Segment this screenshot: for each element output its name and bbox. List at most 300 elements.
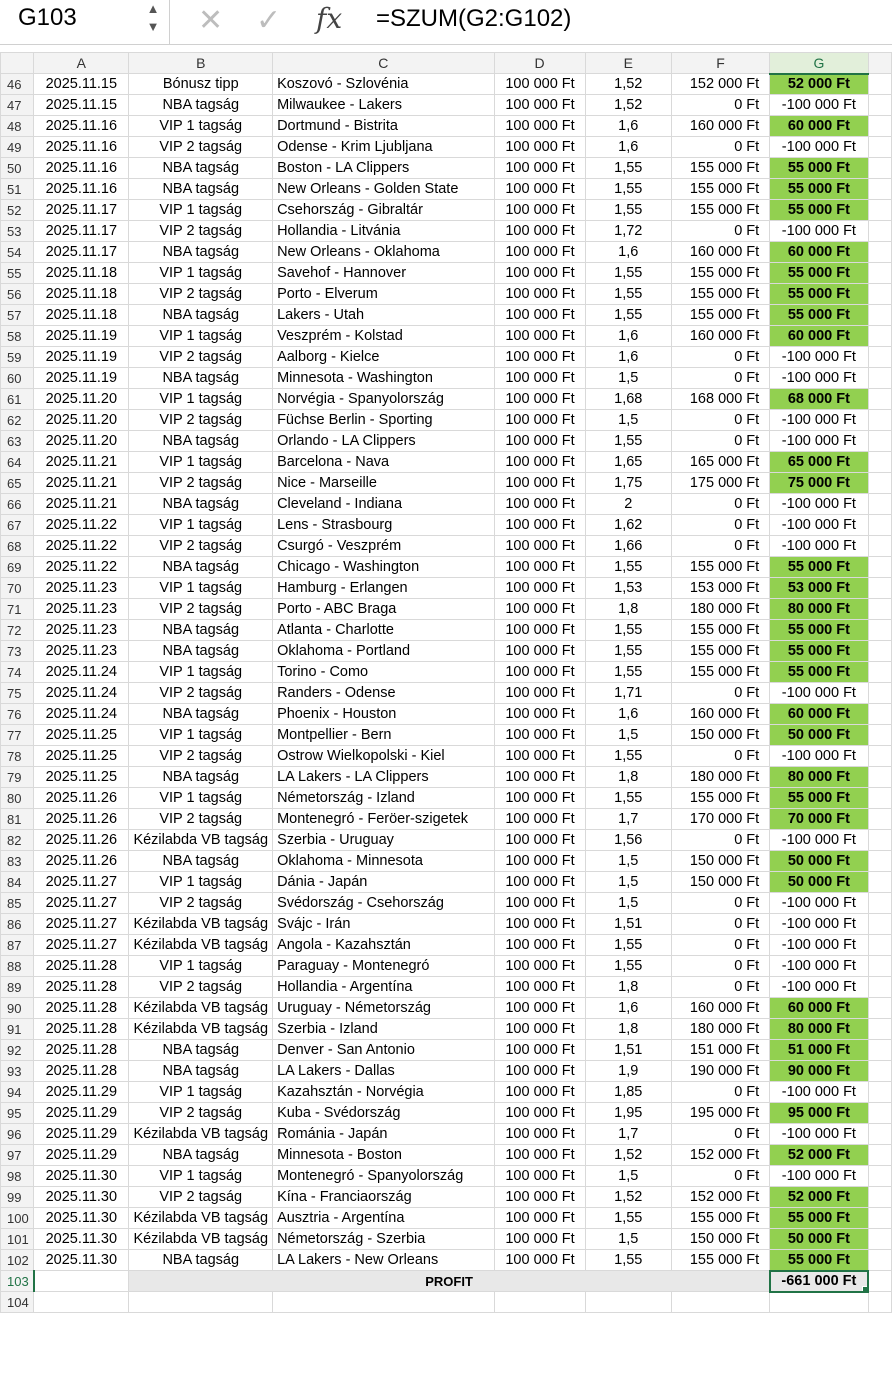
match-cell[interactable]: Svájc - Irán [273, 914, 494, 935]
match-cell[interactable]: Montpellier - Bern [273, 725, 494, 746]
type-cell[interactable]: Bónusz tipp [129, 74, 273, 95]
return-cell[interactable]: 168 000 Ft [671, 389, 769, 410]
odds-cell[interactable]: 1,5 [585, 893, 671, 914]
cell[interactable] [868, 851, 891, 872]
date-cell[interactable]: 2025.11.27 [34, 893, 129, 914]
return-cell[interactable]: 150 000 Ft [671, 725, 769, 746]
cell[interactable] [868, 977, 891, 998]
match-cell[interactable]: Milwaukee - Lakers [273, 95, 494, 116]
return-cell[interactable]: 180 000 Ft [671, 767, 769, 788]
return-cell[interactable]: 0 Ft [671, 1124, 769, 1145]
stepper-icon[interactable]: ▲ ▼ [146, 1, 160, 34]
odds-cell[interactable]: 1,68 [585, 389, 671, 410]
odds-cell[interactable]: 1,53 [585, 578, 671, 599]
return-cell[interactable]: 190 000 Ft [671, 1061, 769, 1082]
date-cell[interactable]: 2025.11.29 [34, 1145, 129, 1166]
return-cell[interactable]: 195 000 Ft [671, 1103, 769, 1124]
stake-cell[interactable]: 100 000 Ft [494, 431, 585, 452]
return-cell[interactable]: 155 000 Ft [671, 1208, 769, 1229]
match-cell[interactable]: Montenegró - Spanyolország [273, 1166, 494, 1187]
row-header[interactable]: 93 [1, 1061, 34, 1082]
match-cell[interactable]: Veszprém - Kolstad [273, 326, 494, 347]
type-cell[interactable]: VIP 1 tagság [129, 326, 273, 347]
type-cell[interactable]: VIP 2 tagság [129, 893, 273, 914]
cell[interactable] [34, 1271, 129, 1292]
row-header[interactable]: 80 [1, 788, 34, 809]
profit-cell[interactable]: 55 000 Ft [770, 620, 868, 641]
cell[interactable] [868, 284, 891, 305]
profit-cell[interactable]: -100 000 Ft [770, 95, 868, 116]
cell[interactable] [868, 1208, 891, 1229]
date-cell[interactable]: 2025.11.21 [34, 452, 129, 473]
date-cell[interactable]: 2025.11.22 [34, 536, 129, 557]
odds-cell[interactable]: 1,75 [585, 473, 671, 494]
cell[interactable] [868, 368, 891, 389]
type-cell[interactable]: VIP 1 tagság [129, 452, 273, 473]
return-cell[interactable]: 175 000 Ft [671, 473, 769, 494]
row-header[interactable]: 74 [1, 662, 34, 683]
stake-cell[interactable]: 100 000 Ft [494, 872, 585, 893]
type-cell[interactable]: VIP 2 tagság [129, 410, 273, 431]
profit-cell[interactable]: 55 000 Ft [770, 179, 868, 200]
cell[interactable] [868, 872, 891, 893]
cell[interactable] [868, 1145, 891, 1166]
date-cell[interactable]: 2025.11.15 [34, 95, 129, 116]
date-cell[interactable]: 2025.11.22 [34, 557, 129, 578]
cell[interactable] [868, 137, 891, 158]
profit-cell[interactable]: -100 000 Ft [770, 935, 868, 956]
match-cell[interactable]: Koszovó - Szlovénia [273, 74, 494, 95]
cell[interactable] [868, 683, 891, 704]
return-cell[interactable]: 180 000 Ft [671, 1019, 769, 1040]
profit-cell[interactable]: 55 000 Ft [770, 1208, 868, 1229]
date-cell[interactable]: 2025.11.23 [34, 641, 129, 662]
row-header[interactable]: 73 [1, 641, 34, 662]
return-cell[interactable]: 155 000 Ft [671, 662, 769, 683]
profit-cell[interactable]: 75 000 Ft [770, 473, 868, 494]
cell[interactable] [868, 830, 891, 851]
odds-cell[interactable]: 1,55 [585, 557, 671, 578]
return-cell[interactable]: 155 000 Ft [671, 263, 769, 284]
cell[interactable] [868, 1124, 891, 1145]
date-cell[interactable]: 2025.11.30 [34, 1166, 129, 1187]
match-cell[interactable]: Kazahsztán - Norvégia [273, 1082, 494, 1103]
return-cell[interactable]: 0 Ft [671, 368, 769, 389]
type-cell[interactable]: NBA tagság [129, 179, 273, 200]
date-cell[interactable]: 2025.11.18 [34, 263, 129, 284]
odds-cell[interactable]: 1,52 [585, 1187, 671, 1208]
row-header[interactable]: 50 [1, 158, 34, 179]
cell[interactable] [868, 1103, 891, 1124]
type-cell[interactable]: VIP 2 tagság [129, 473, 273, 494]
return-cell[interactable]: 155 000 Ft [671, 305, 769, 326]
stake-cell[interactable]: 100 000 Ft [494, 263, 585, 284]
return-cell[interactable]: 155 000 Ft [671, 788, 769, 809]
return-cell[interactable]: 155 000 Ft [671, 620, 769, 641]
profit-cell[interactable]: 50 000 Ft [770, 725, 868, 746]
type-cell[interactable]: VIP 1 tagság [129, 725, 273, 746]
cell[interactable] [868, 494, 891, 515]
odds-cell[interactable]: 1,55 [585, 431, 671, 452]
row-header[interactable]: 67 [1, 515, 34, 536]
column-header-b[interactable]: B [129, 53, 273, 74]
odds-cell[interactable]: 1,55 [585, 1208, 671, 1229]
date-cell[interactable]: 2025.11.26 [34, 851, 129, 872]
profit-cell[interactable]: -100 000 Ft [770, 977, 868, 998]
cell[interactable] [868, 305, 891, 326]
match-cell[interactable]: Norvégia - Spanyolország [273, 389, 494, 410]
match-cell[interactable]: Oklahoma - Portland [273, 641, 494, 662]
row-header[interactable]: 69 [1, 557, 34, 578]
profit-cell[interactable]: 90 000 Ft [770, 1061, 868, 1082]
cell[interactable] [868, 641, 891, 662]
stake-cell[interactable]: 100 000 Ft [494, 1061, 585, 1082]
cell[interactable] [868, 74, 891, 95]
row-header[interactable]: 58 [1, 326, 34, 347]
type-cell[interactable]: Kézilabda VB tagság [129, 830, 273, 851]
row-header[interactable]: 86 [1, 914, 34, 935]
type-cell[interactable]: NBA tagság [129, 1250, 273, 1271]
match-cell[interactable]: Ostrow Wielkopolski - Kiel [273, 746, 494, 767]
profit-cell[interactable]: 52 000 Ft [770, 74, 868, 95]
row-header[interactable]: 104 [1, 1292, 34, 1313]
return-cell[interactable]: 160 000 Ft [671, 116, 769, 137]
stake-cell[interactable]: 100 000 Ft [494, 914, 585, 935]
row-header[interactable]: 75 [1, 683, 34, 704]
odds-cell[interactable]: 1,5 [585, 1166, 671, 1187]
stake-cell[interactable]: 100 000 Ft [494, 116, 585, 137]
stake-cell[interactable]: 100 000 Ft [494, 347, 585, 368]
cell[interactable] [868, 536, 891, 557]
profit-cell[interactable]: 55 000 Ft [770, 641, 868, 662]
row-header[interactable]: 51 [1, 179, 34, 200]
row-header[interactable]: 102 [1, 1250, 34, 1271]
type-cell[interactable]: VIP 1 tagság [129, 956, 273, 977]
profit-cell[interactable]: 60 000 Ft [770, 326, 868, 347]
match-cell[interactable]: Orlando - LA Clippers [273, 431, 494, 452]
cell[interactable] [868, 704, 891, 725]
cell[interactable] [770, 1292, 868, 1313]
type-cell[interactable]: NBA tagság [129, 1061, 273, 1082]
date-cell[interactable]: 2025.11.29 [34, 1082, 129, 1103]
stake-cell[interactable]: 100 000 Ft [494, 536, 585, 557]
cell[interactable] [868, 1187, 891, 1208]
odds-cell[interactable]: 1,8 [585, 977, 671, 998]
match-cell[interactable]: Lakers - Utah [273, 305, 494, 326]
stake-cell[interactable]: 100 000 Ft [494, 725, 585, 746]
match-cell[interactable]: Cleveland - Indiana [273, 494, 494, 515]
stake-cell[interactable]: 100 000 Ft [494, 998, 585, 1019]
match-cell[interactable]: Aalborg - Kielce [273, 347, 494, 368]
row-header[interactable]: 103 [1, 1271, 34, 1292]
row-header[interactable]: 98 [1, 1166, 34, 1187]
odds-cell[interactable]: 1,7 [585, 809, 671, 830]
cell[interactable] [868, 788, 891, 809]
return-cell[interactable]: 0 Ft [671, 914, 769, 935]
profit-total-cell[interactable] [770, 1271, 868, 1292]
cell[interactable] [868, 1166, 891, 1187]
odds-cell[interactable]: 1,52 [585, 1145, 671, 1166]
stake-cell[interactable]: 100 000 Ft [494, 641, 585, 662]
row-header[interactable]: 94 [1, 1082, 34, 1103]
type-cell[interactable]: VIP 1 tagság [129, 263, 273, 284]
row-header[interactable]: 83 [1, 851, 34, 872]
return-cell[interactable]: 0 Ft [671, 494, 769, 515]
column-header-blank[interactable] [868, 53, 891, 74]
cell[interactable] [868, 95, 891, 116]
odds-cell[interactable]: 1,5 [585, 872, 671, 893]
stake-cell[interactable]: 100 000 Ft [494, 599, 585, 620]
odds-cell[interactable]: 1,55 [585, 200, 671, 221]
row-header[interactable]: 49 [1, 137, 34, 158]
stake-cell[interactable]: 100 000 Ft [494, 452, 585, 473]
cell[interactable] [868, 956, 891, 977]
match-cell[interactable]: New Orleans - Golden State [273, 179, 494, 200]
row-header[interactable]: 63 [1, 431, 34, 452]
type-cell[interactable]: VIP 1 tagság [129, 200, 273, 221]
match-cell[interactable]: Paraguay - Montenegró [273, 956, 494, 977]
return-cell[interactable]: 0 Ft [671, 347, 769, 368]
odds-cell[interactable]: 2 [585, 494, 671, 515]
cell[interactable] [868, 767, 891, 788]
date-cell[interactable]: 2025.11.20 [34, 431, 129, 452]
date-cell[interactable]: 2025.11.18 [34, 284, 129, 305]
row-header[interactable]: 76 [1, 704, 34, 725]
function-icon[interactable]: fx [316, 2, 343, 35]
profit-cell[interactable]: 80 000 Ft [770, 599, 868, 620]
type-cell[interactable]: VIP 1 tagság [129, 662, 273, 683]
fill-handle[interactable] [862, 1286, 868, 1292]
cell[interactable] [868, 452, 891, 473]
cell[interactable] [129, 1292, 273, 1313]
return-cell[interactable]: 160 000 Ft [671, 998, 769, 1019]
stake-cell[interactable]: 100 000 Ft [494, 1187, 585, 1208]
date-cell[interactable]: 2025.11.27 [34, 935, 129, 956]
profit-cell[interactable]: 55 000 Ft [770, 662, 868, 683]
match-cell[interactable]: Kína - Franciaország [273, 1187, 494, 1208]
formula-input[interactable]: =SZUM(G2:G102) [376, 5, 572, 32]
profit-cell[interactable]: 95 000 Ft [770, 1103, 868, 1124]
type-cell[interactable]: NBA tagság [129, 158, 273, 179]
stake-cell[interactable]: 100 000 Ft [494, 956, 585, 977]
profit-cell[interactable]: 60 000 Ft [770, 116, 868, 137]
profit-cell[interactable]: -100 000 Ft [770, 536, 868, 557]
date-cell[interactable]: 2025.11.15 [34, 74, 129, 95]
column-header-g[interactable]: G [770, 53, 868, 74]
match-cell[interactable]: Nice - Marseille [273, 473, 494, 494]
type-cell[interactable]: VIP 1 tagság [129, 389, 273, 410]
profit-cell[interactable]: 60 000 Ft [770, 998, 868, 1019]
return-cell[interactable]: 153 000 Ft [671, 578, 769, 599]
stake-cell[interactable]: 100 000 Ft [494, 767, 585, 788]
cell[interactable] [868, 221, 891, 242]
stake-cell[interactable]: 100 000 Ft [494, 305, 585, 326]
date-cell[interactable]: 2025.11.25 [34, 725, 129, 746]
row-header[interactable]: 54 [1, 242, 34, 263]
match-cell[interactable]: Füchse Berlin - Sporting [273, 410, 494, 431]
date-cell[interactable]: 2025.11.23 [34, 599, 129, 620]
profit-cell[interactable]: 80 000 Ft [770, 1019, 868, 1040]
profit-cell[interactable]: 55 000 Ft [770, 284, 868, 305]
type-cell[interactable]: VIP 2 tagság [129, 599, 273, 620]
cell[interactable] [868, 662, 891, 683]
match-cell[interactable]: Angola - Kazahsztán [273, 935, 494, 956]
cell[interactable] [585, 1292, 671, 1313]
cell[interactable] [868, 410, 891, 431]
profit-cell[interactable]: -100 000 Ft [770, 893, 868, 914]
stake-cell[interactable]: 100 000 Ft [494, 935, 585, 956]
profit-cell[interactable]: 53 000 Ft [770, 578, 868, 599]
row-header[interactable]: 68 [1, 536, 34, 557]
stake-cell[interactable]: 100 000 Ft [494, 1019, 585, 1040]
match-cell[interactable]: Svédország - Csehország [273, 893, 494, 914]
stake-cell[interactable]: 100 000 Ft [494, 851, 585, 872]
type-cell[interactable]: VIP 2 tagság [129, 1103, 273, 1124]
row-header[interactable]: 57 [1, 305, 34, 326]
date-cell[interactable]: 2025.11.24 [34, 704, 129, 725]
cell[interactable] [868, 599, 891, 620]
row-header[interactable]: 91 [1, 1019, 34, 1040]
row-header[interactable]: 89 [1, 977, 34, 998]
type-cell[interactable]: NBA tagság [129, 95, 273, 116]
return-cell[interactable]: 0 Ft [671, 830, 769, 851]
stake-cell[interactable]: 100 000 Ft [494, 746, 585, 767]
return-cell[interactable]: 0 Ft [671, 515, 769, 536]
type-cell[interactable]: NBA tagság [129, 242, 273, 263]
profit-cell[interactable]: 60 000 Ft [770, 242, 868, 263]
column-header-c[interactable]: C [273, 53, 494, 74]
stake-cell[interactable]: 100 000 Ft [494, 683, 585, 704]
odds-cell[interactable]: 1,62 [585, 515, 671, 536]
cell[interactable] [868, 326, 891, 347]
date-cell[interactable]: 2025.11.18 [34, 305, 129, 326]
match-cell[interactable]: Csurgó - Veszprém [273, 536, 494, 557]
odds-cell[interactable]: 1,52 [585, 95, 671, 116]
odds-cell[interactable]: 1,55 [585, 284, 671, 305]
profit-cell[interactable]: 52 000 Ft [770, 1145, 868, 1166]
odds-cell[interactable]: 1,55 [585, 158, 671, 179]
odds-cell[interactable]: 1,8 [585, 599, 671, 620]
date-cell[interactable]: 2025.11.19 [34, 368, 129, 389]
date-cell[interactable]: 2025.11.23 [34, 578, 129, 599]
return-cell[interactable]: 0 Ft [671, 431, 769, 452]
date-cell[interactable]: 2025.11.19 [34, 326, 129, 347]
row-header[interactable]: 55 [1, 263, 34, 284]
odds-cell[interactable]: 1,8 [585, 767, 671, 788]
type-cell[interactable]: VIP 2 tagság [129, 977, 273, 998]
cell[interactable] [868, 893, 891, 914]
date-cell[interactable]: 2025.11.20 [34, 410, 129, 431]
date-cell[interactable]: 2025.11.16 [34, 179, 129, 200]
date-cell[interactable]: 2025.11.20 [34, 389, 129, 410]
stake-cell[interactable]: 100 000 Ft [494, 368, 585, 389]
match-cell[interactable]: Csehország - Gibraltár [273, 200, 494, 221]
match-cell[interactable]: Minnesota - Boston [273, 1145, 494, 1166]
type-cell[interactable]: Kézilabda VB tagság [129, 1124, 273, 1145]
type-cell[interactable]: Kézilabda VB tagság [129, 1019, 273, 1040]
cell[interactable] [868, 1082, 891, 1103]
date-cell[interactable]: 2025.11.17 [34, 221, 129, 242]
cell[interactable] [868, 998, 891, 1019]
row-header[interactable]: 96 [1, 1124, 34, 1145]
date-cell[interactable]: 2025.11.29 [34, 1103, 129, 1124]
row-header[interactable]: 61 [1, 389, 34, 410]
stake-cell[interactable]: 100 000 Ft [494, 788, 585, 809]
stake-cell[interactable]: 100 000 Ft [494, 179, 585, 200]
row-header[interactable]: 53 [1, 221, 34, 242]
date-cell[interactable]: 2025.11.28 [34, 1061, 129, 1082]
row-header[interactable]: 92 [1, 1040, 34, 1061]
match-cell[interactable]: Uruguay - Németország [273, 998, 494, 1019]
profit-cell[interactable]: 55 000 Ft [770, 305, 868, 326]
stake-cell[interactable]: 100 000 Ft [494, 389, 585, 410]
cell[interactable] [868, 179, 891, 200]
row-header[interactable]: 60 [1, 368, 34, 389]
stake-cell[interactable]: 100 000 Ft [494, 242, 585, 263]
odds-cell[interactable]: 1,7 [585, 1124, 671, 1145]
return-cell[interactable]: 155 000 Ft [671, 284, 769, 305]
stake-cell[interactable]: 100 000 Ft [494, 473, 585, 494]
type-cell[interactable]: VIP 1 tagság [129, 116, 273, 137]
row-header[interactable]: 99 [1, 1187, 34, 1208]
match-cell[interactable]: Barcelona - Nava [273, 452, 494, 473]
match-cell[interactable]: Hollandia - Litvánia [273, 221, 494, 242]
return-cell[interactable]: 155 000 Ft [671, 179, 769, 200]
return-cell[interactable]: 152 000 Ft [671, 1145, 769, 1166]
odds-cell[interactable]: 1,55 [585, 179, 671, 200]
match-cell[interactable]: Porto - Elverum [273, 284, 494, 305]
date-cell[interactable]: 2025.11.22 [34, 515, 129, 536]
stake-cell[interactable]: 100 000 Ft [494, 74, 585, 95]
type-cell[interactable]: NBA tagság [129, 305, 273, 326]
odds-cell[interactable]: 1,55 [585, 263, 671, 284]
row-header[interactable]: 84 [1, 872, 34, 893]
confirm-icon[interactable]: ✓ [256, 4, 282, 37]
row-header[interactable]: 62 [1, 410, 34, 431]
cell[interactable] [868, 389, 891, 410]
return-cell[interactable]: 0 Ft [671, 1166, 769, 1187]
odds-cell[interactable]: 1,56 [585, 830, 671, 851]
odds-cell[interactable]: 1,5 [585, 1229, 671, 1250]
date-cell[interactable]: 2025.11.25 [34, 767, 129, 788]
type-cell[interactable]: NBA tagság [129, 557, 273, 578]
profit-cell[interactable]: 80 000 Ft [770, 767, 868, 788]
row-header[interactable]: 97 [1, 1145, 34, 1166]
cell[interactable] [868, 431, 891, 452]
type-cell[interactable]: VIP 2 tagság [129, 221, 273, 242]
odds-cell[interactable]: 1,55 [585, 788, 671, 809]
match-cell[interactable]: Chicago - Washington [273, 557, 494, 578]
type-cell[interactable]: NBA tagság [129, 641, 273, 662]
stake-cell[interactable]: 100 000 Ft [494, 704, 585, 725]
match-cell[interactable]: Odense - Krim Ljubljana [273, 137, 494, 158]
match-cell[interactable]: Phoenix - Houston [273, 704, 494, 725]
odds-cell[interactable]: 1,85 [585, 1082, 671, 1103]
stake-cell[interactable]: 100 000 Ft [494, 809, 585, 830]
row-header[interactable]: 100 [1, 1208, 34, 1229]
odds-cell[interactable]: 1,5 [585, 851, 671, 872]
type-cell[interactable]: Kézilabda VB tagság [129, 1229, 273, 1250]
date-cell[interactable]: 2025.11.28 [34, 1019, 129, 1040]
return-cell[interactable]: 0 Ft [671, 977, 769, 998]
odds-cell[interactable]: 1,9 [585, 1061, 671, 1082]
cell[interactable] [868, 914, 891, 935]
odds-cell[interactable]: 1,6 [585, 242, 671, 263]
date-cell[interactable]: 2025.11.16 [34, 137, 129, 158]
profit-cell[interactable]: 55 000 Ft [770, 1250, 868, 1271]
return-cell[interactable]: 160 000 Ft [671, 704, 769, 725]
date-cell[interactable]: 2025.11.21 [34, 473, 129, 494]
